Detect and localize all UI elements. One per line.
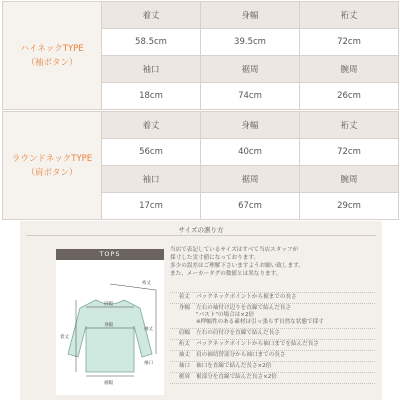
label-sodeguchi: 袖口 (144, 361, 153, 366)
label-sodetake: 袖丈 (144, 327, 153, 332)
def-divider (170, 383, 375, 384)
label-susohaba: 裾幅 (104, 381, 113, 386)
def-desc-line: "バスト"の場合は×2倍 (196, 312, 255, 318)
def-term: 肩幅 (178, 330, 190, 336)
def-desc: 左右の肩付けを直線で結んだ長さ (196, 330, 280, 336)
def-divider (170, 328, 375, 329)
header-cell: 腕周 (300, 166, 399, 193)
def-desc: バックネックポイントから袖口までを結んだ長さ (196, 341, 320, 347)
note-line: 当店で表記しているサイズはすべて当店スタッフが (170, 247, 299, 253)
def-term: 袖丈 (178, 352, 190, 358)
measurement-guide (20, 221, 382, 400)
header-cell: 裄丈 (300, 2, 399, 29)
tops-label: TOPS (56, 249, 164, 260)
def-desc-line: ※押幅性のある素材は引っ張らず自然な状態で採寸 (196, 319, 324, 325)
value-cell: 56cm (102, 139, 201, 166)
shirt-diagram (56, 260, 164, 395)
value-cell: 26cm (300, 83, 399, 110)
value-cell: 74cm (201, 83, 300, 110)
header-cell: 裾周 (201, 166, 300, 193)
def-divider (170, 292, 375, 293)
label-kitake: 着丈 (60, 335, 69, 340)
note-line: 多少の誤差はご理解下さいますようお願い致します。 (170, 263, 304, 269)
def-divider (170, 372, 375, 373)
def-divider (170, 361, 375, 362)
note-line: また、メーカータグの数値とは異なります。 (170, 271, 282, 277)
value-cell: 72cm (300, 29, 399, 56)
size-table-roundneck (2, 111, 399, 220)
value-cell: 18cm (102, 83, 201, 110)
divider (26, 235, 376, 236)
def-desc: バックネックポイントから裾までの長さ (196, 294, 297, 300)
header-cell: 腕周 (300, 56, 399, 83)
size-table-highneck (2, 1, 399, 110)
label-mihaba: 身幅 (104, 323, 113, 328)
value-cell: 58.5cm (102, 29, 201, 56)
measure-title: サイズの測り方 (178, 226, 224, 234)
def-divider (170, 350, 375, 351)
value-cell: 17cm (102, 193, 201, 220)
measure-notes (170, 246, 375, 278)
header-cell: 裾周 (201, 56, 300, 83)
def-desc (196, 305, 376, 326)
label-katahaba: 肩幅 (104, 302, 113, 307)
def-desc: 肩の袖切替部分から袖口までの長さ (196, 352, 286, 358)
type-cell-highneck (3, 2, 102, 110)
value-cell: 39.5cm (201, 29, 300, 56)
def-term: 袖口 (178, 363, 190, 369)
tops-diagram-box (56, 249, 164, 395)
header-cell: 着丈 (102, 112, 201, 139)
value-cell: 40cm (201, 139, 300, 166)
label-yuki: 裄丈 (142, 281, 151, 286)
type-cell-roundneck (3, 112, 102, 220)
def-desc: 袖口を直線で結んだ長さ×2倍 (196, 363, 272, 369)
type-label: ハイネックTYPE (20, 43, 84, 54)
def-divider (170, 303, 375, 304)
header-cell: 袖口 (102, 56, 201, 83)
value-cell: 67cm (201, 193, 300, 220)
type-sub-label: （袖ボタン） (26, 57, 78, 68)
header-cell: 裄丈 (300, 112, 399, 139)
type-label: ラウンドネックTYPE (11, 153, 93, 164)
note-line: 採寸した実寸値になっております。 (170, 255, 260, 261)
shirt-shape (68, 300, 152, 372)
header-cell: 着丈 (102, 2, 201, 29)
def-desc: 裾部分を直線で結んだ長さ×2倍 (196, 374, 277, 380)
def-term: 裄丈 (178, 341, 190, 347)
def-term: 着丈 (178, 294, 190, 300)
def-term: 身幅 (178, 305, 190, 311)
header-cell: 身幅 (201, 112, 300, 139)
def-desc-line: 左右の袖付け辺りを直線で結んだ長さ (196, 305, 292, 311)
def-term: 裾周 (178, 374, 190, 380)
def-divider (170, 339, 375, 340)
header-cell: 袖口 (102, 166, 201, 193)
value-cell: 29cm (300, 193, 399, 220)
header-cell: 身幅 (201, 2, 300, 29)
type-sub-label: （肩ボタン） (26, 167, 78, 178)
value-cell: 72cm (300, 139, 399, 166)
